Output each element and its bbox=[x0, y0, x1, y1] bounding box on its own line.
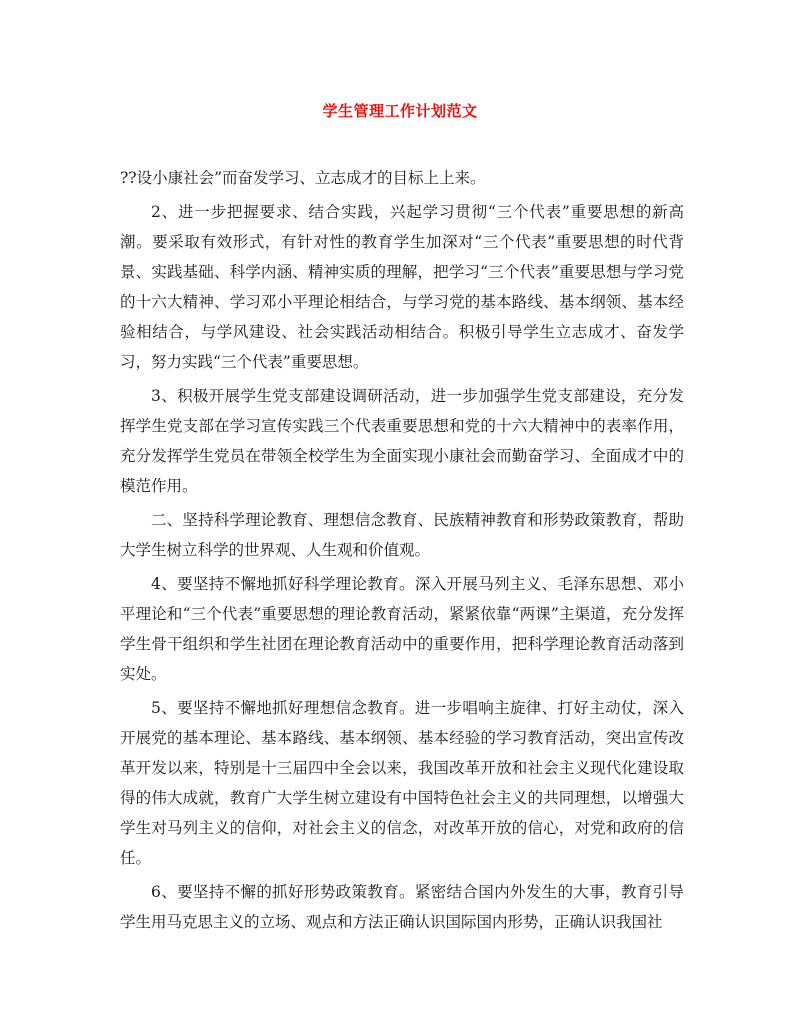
paragraph-section-2: 二、坚持科学理论教育、理想信念教育、民族精神教育和形势政策教育，帮助大学生树立科学的世界观、人生观和价值观。 bbox=[120, 511, 684, 559]
paragraph-item-5: 5、要坚持不懈地抓好理想信念教育。进一步唱响主旋律、打好主动仗，深入开展党的基本理论、基本路线、基本纲领、基本经验的学习教育活动，突出宣传改革开发以来，特别是十三届四中全会以来，我国改革开放和社会主义现代化建设取得的伟大成就，教育广大学生树立建设有中国特色社会主义的共同理想，以增强大学生对马列主义的信仰，对社会主义的信念，对改革开放的信心，对党和政府的信任。 bbox=[120, 699, 684, 867]
paragraph-item-4: 4、要坚持不懈地抓好科学理论教育。深入开展马列主义、毛泽东思想、邓小平理论和“三个代表”重要思想的理论教育活动，紧紧依靠“两课”主渠道，充分发挥学生骨干组织和学生社团在理论教育活动中的重要作用，把科学理论教育活动落到实处。 bbox=[120, 575, 684, 683]
document-title: 学生管理工作计划范文 bbox=[322, 102, 478, 120]
paragraph-item-6: 6、要坚持不懈的抓好形势政策教育。紧密结合国内外发生的大事，教育引导学生用马克思主义的立场、观点和方法正确认识国际国内形势，正确认识我国社 bbox=[120, 883, 684, 931]
paragraph-continuation: ??设小康社会”而奋发学习、立志成才的目标上上来。 bbox=[120, 169, 486, 187]
paragraph-item-3: 3、积极开展学生党支部建设调研活动，进一步加强学生党支部建设，充分发挥学生党支部在学习宣传实践三个代表重要思想和党的十六大精神中的表率作用，充分发挥学生党员在带领全校学生为全面实现小康社会而勤奋学习、全面成才中的模范作用。 bbox=[120, 387, 684, 495]
document-body bbox=[120, 163, 684, 941]
paragraph-item-2: 2、进一步把握要求、结合实践，兴起学习贯彻“三个代表”重要思想的新高潮。要采取有效形式，有针对性的教育学生加深对“三个代表”重要思想的时代背景、实践基础、科学内涵、精神实质的理解，把学习“三个代表”重要思想与学习党的十六大精神、学习邓小平理论相结合，与学习党的基本路线、基本纲领、基本经验相结合，与学风建设、社会实践活动相结合。积极引导学生立志成才、奋发学习，努力实践“三个代表”重要思想。 bbox=[120, 203, 684, 371]
